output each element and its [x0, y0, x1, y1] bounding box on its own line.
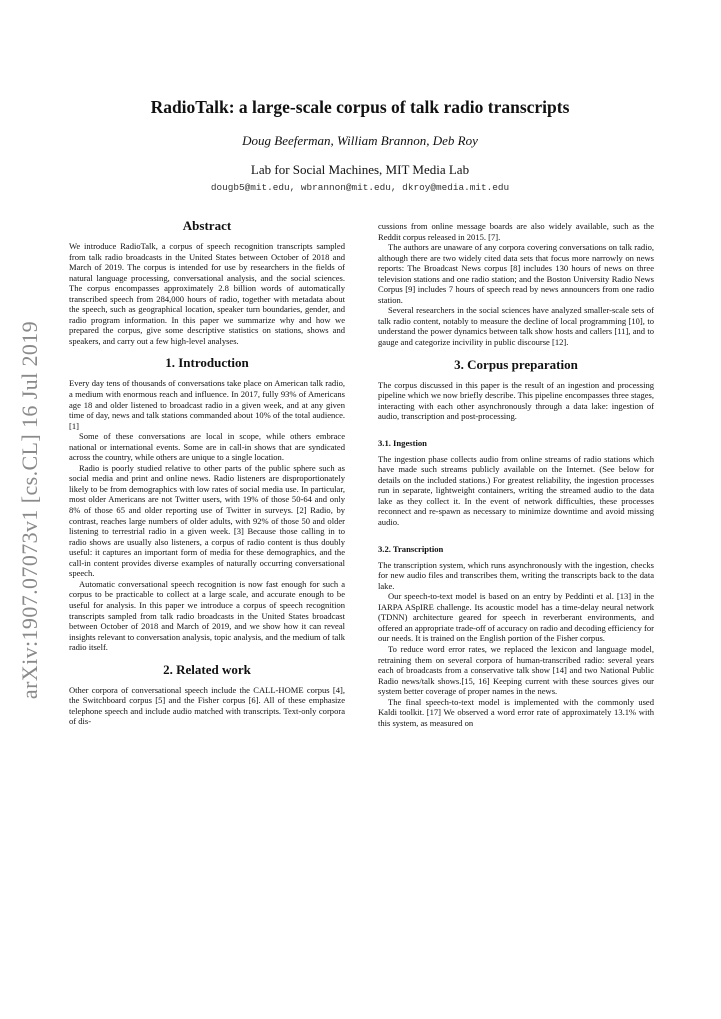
- related-work-paragraph-end: cussions from online message boards are also widely available, such as the Reddit corpus released in 2015. [7].: [378, 221, 654, 242]
- ingestion-heading: 3.1. Ingestion: [378, 437, 427, 448]
- paper-emails: dougb5@mit.edu, wbrannon@mit.edu, dkroy@media.mit.edu: [210, 182, 510, 193]
- abstract-heading: Abstract: [182, 218, 232, 233]
- introduction-paragraph: Radio is poorly studied relative to other parts of the public sphere such as social media and print and online news. Radio listeners are disproportionately likely to be from demographics with low rates of social media use. In particular, most older Americans are not Twitter users, with 19% of those 50-64 and only 8% of those 65 and older reporting use of Twitter in surveys. [2] Radio, by contrast, reaches large numbers of older adults, with 92% of those 50 and older listening to terrestrial radio in a given week. [3] Because those calling in to radio shows are usually also listeners, a corpus of radio content is thus doubly useful: it captures an important form of media for these demographics, and the call-in content provides diverse examples of naturally occurring conversational speech.: [69, 462, 345, 579]
- transcription-paragraph: The transcription system, which runs asynchronously with the ingestion, checks for new audio files and transcribes them, writing the transcripts back to the data lake.: [378, 559, 654, 591]
- transcription-paragraph: The final speech-to-text model is implemented with the commonly used Kaldi toolkit. [17] We observed a word error rate of approximately 13.1% with this system, as measured on: [378, 696, 654, 728]
- arxiv-identifier: arXiv:1907.07073v1 [cs.CL] 16 Jul 2019: [17, 320, 42, 700]
- transcription-heading: 3.2. Transcription: [378, 543, 444, 554]
- paper-affiliation: Lab for Social Machines, MIT Media Lab: [250, 162, 470, 177]
- paper-title: RadioTalk: a large-scale corpus of talk radio transcripts: [150, 97, 570, 117]
- preparation-paragraph: The corpus discussed in this paper is the result of an ingestion and processing pipeline which we now briefly describe. This pipeline encompasses three stages, interacting with each other asynchronously through a data lake: ingestion of audio, transcription and post-processing.: [378, 379, 654, 422]
- introduction-paragraph: Every day tens of thousands of conversations take place on American talk radio, a medium with enormous reach and influence. In 2017, fully 93% of Americans age 18 and older listened to broadcast radio in a given week, and at any given time of day, news and talk stations commanded about 10% of the total audience. [1]: [69, 378, 345, 431]
- related-work-heading: 2. Related work: [163, 661, 251, 677]
- introduction-paragraph: Some of these conversations are local in scope, while others embrace national or international events. Some are in call-in shows that are syndicated across the country, while others are unique to a single location.: [69, 431, 345, 463]
- corpus-preparation-heading: 3. Corpus preparation: [454, 356, 578, 372]
- related-work-paragraph-start: Other corpora of conversational speech include the CALL-HOME corpus [4], the Switchboard corpus [5] and the Fisher corpus [6]. All of these emphasize telephone speech and include audio matched with transcripts. Text-only corpora of dis-: [69, 684, 345, 727]
- transcription-paragraph: To reduce word error rates, we replaced the lexicon and language model, retraining them on several corpora of human-transcribed radio: several years each of broadcasts from a conservative talk show [14] and two National Public Radio news/talk shows.[15, 16] Keeping current with these sources gives our system better coverage of proper names in the news.: [378, 643, 654, 697]
- related-work-paragraph: Several researchers in the social sciences have analyzed smaller-scale sets of talk radio content, notably to measure the decline of local programming [10], to understand the power dynamics between talk show hosts and callers [11], and to gauge and categorize incivility in public discourse [12].: [378, 305, 654, 348]
- paper-authors: Doug Beeferman, William Brannon, Deb Roy: [242, 133, 478, 148]
- arxiv-sidebar: [10, 320, 50, 700]
- ingestion-paragraph: The ingestion phase collects audio from online streams of radio stations which have made such streams publicly available on the Internet. (See below for details on the included stations.) For greatest reliability, the ingestion processes run in separate, lightweight containers, writing the streamed audio to the data lake as they collect it. In the event of network difficulties, these processes reconnect and re-spawn as necessary to minimize downtime and avoid missing audio.: [378, 453, 654, 528]
- transcription-paragraph: Our speech-to-text model is based on an entry by Peddinti et al. [13] in the IARPA ASpIRE challenge. Its acoustic model has a time-delay neural network (TDNN) architecture geared for speech in reverberant environments, and offered an appropriate trade-off of accuracy on radio and decoding efficiency for our needs. It is trained on the English portion of the Fisher corpus.: [378, 591, 654, 644]
- introduction-paragraph: Automatic conversational speech recognition is now fast enough for such a corpus to be practicable to collect at a large scale, and accurate enough to be useful for analysis. In this paper we introduce a corpus of speech recognition transcripts sampled from talk radio broadcasts in the United States broadcast between October of 2018 and March of 2019, and we show how it can reveal insights relevant to conversation analysis, topic analysis, and the medium of talk radio itself.: [69, 578, 345, 653]
- right-column: [378, 221, 654, 728]
- abstract-text: We introduce RadioTalk, a corpus of speech recognition transcripts sampled from talk radio broadcasts in the United States between October of 2018 and March of 2019. The corpus is intended for use by researchers in the fields of natural language processing, conversational analysis, and the social sciences. The corpus encompasses approximately 2.8 billion words of automatically transcribed speech from 284,000 hours of radio, together with metadata about the speech, such as geographical location, speaker turn boundaries, gender, and radio program information. In this paper we summarize why and how we prepared the corpus, give some descriptive statistics on stations, shows and speakers, and carry out a few high-level analyses.: [69, 241, 345, 346]
- related-work-paragraph: The authors are unaware of any corpora covering conversations on talk radio, although there are two widely cited data sets that focus more narrowly on news reports: The Broadcast News corpus [8] includes 130 hours of news on three television stations and one radio station; and the Boston University Radio News Corpus [9] includes 7 hours of speech read by news announcers from one radio station.: [378, 242, 654, 305]
- introduction-heading: 1. Introduction: [165, 355, 249, 371]
- left-column: [69, 218, 345, 727]
